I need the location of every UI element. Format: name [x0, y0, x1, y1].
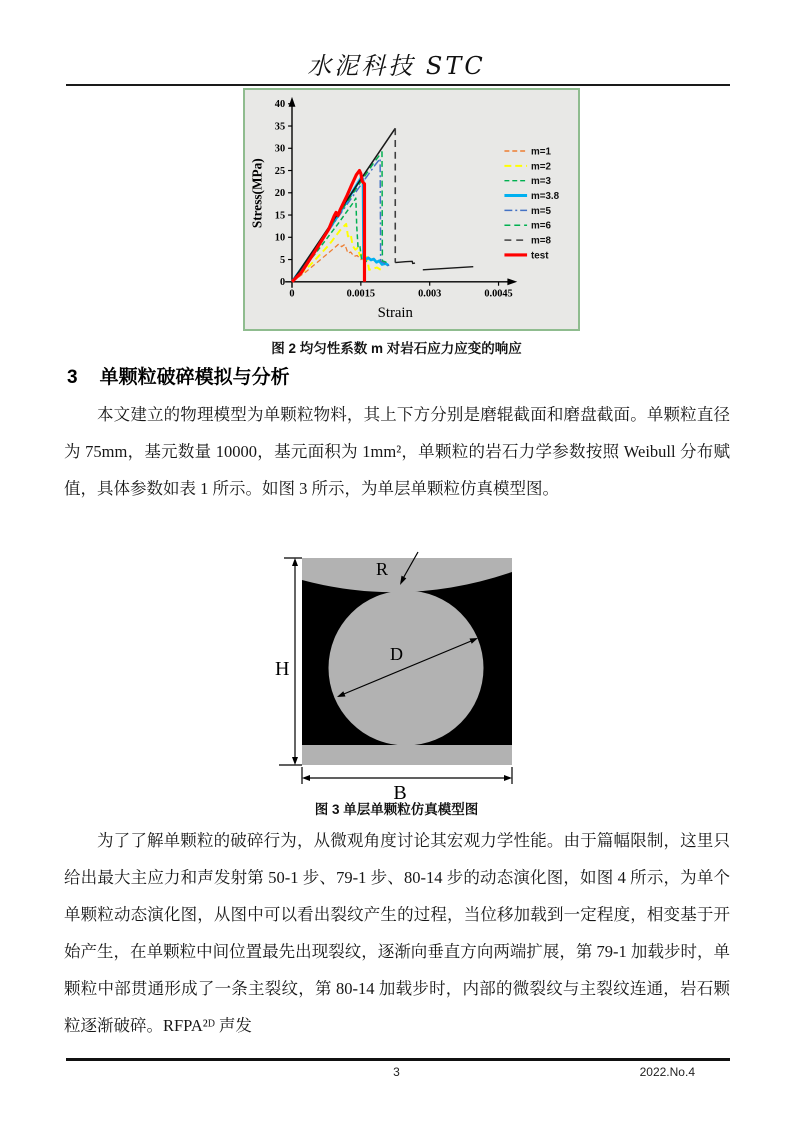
section-number: 3 — [67, 367, 78, 388]
x-axis-arrowhead — [507, 278, 517, 285]
legend-label-m=3.8: m=3.8 — [531, 190, 560, 202]
legend-label-m=5: m=5 — [531, 205, 551, 217]
y-tick-label: 35 — [274, 121, 286, 133]
legend-label-m=8: m=8 — [531, 235, 551, 247]
journal-title: 水泥科技 STC — [307, 52, 486, 80]
width-arrowhead-right — [504, 775, 512, 781]
y-axis-title: Stress(MPa) — [249, 158, 265, 229]
stress-strain-chart-svg — [245, 90, 578, 329]
grinding-plate-section — [302, 745, 512, 765]
height-arrowhead-top — [292, 558, 298, 566]
x-tick-label: 0.0015 — [346, 288, 376, 300]
page-number: 3 — [393, 1065, 400, 1079]
section-title: 单颗粒破碎模拟与分析 — [99, 367, 290, 388]
height-arrowhead-bottom — [292, 757, 298, 765]
y-tick-label: 30 — [274, 143, 286, 155]
x-tick-label: 0.003 — [418, 288, 442, 300]
y-tick-label: 0 — [279, 277, 286, 289]
paragraph-1: 本文建立的物理模型为单颗粒物料，其上下方分别是磨辊截面和磨盘截面。单颗粒直径为 75mm，基元数量 10000，基元面积为 1mm²，单颗粒的岩石力学参数按照 Weibull 分布赋值，具体参数如表 1 所示。如图 3 所示，为单层单颗粒仿真模型图。 — [64, 405, 730, 498]
chart-series-m=2 — [292, 224, 382, 282]
y-axis-arrowhead — [289, 97, 296, 107]
legend-label-m=6: m=6 — [531, 220, 551, 232]
figure3-model-diagram — [272, 550, 534, 802]
header-rule — [66, 84, 730, 86]
legend-label-m=1: m=1 — [531, 146, 551, 158]
figure2-stress-strain-chart — [243, 88, 580, 331]
figure3-caption: 图 3 单层单颗粒仿真模型图 — [314, 802, 479, 817]
y-tick-label: 40 — [274, 99, 286, 111]
paragraph-2: 为了了解单颗粒的破碎行为，从微观角度讨论其宏观力学性能。由于篇幅限制，这里只给出最大主应力和声发射第 50-1 步、79-1 步、80-14 步的动态演化图，如图 4 所示，为单个单颗粒动态演化图，从图中可以看出裂纹产生的过程，当位移加载到一定程度，相变基于开始产生，在单颗粒中间位置最先出现裂纹，逐渐向垂直方向两端扩展，第 79-1 加载步时，单颗粒中部贯通形成了一条主裂纹，第 80-14 加载步时，内部的微裂纹与主裂纹连通，岩石颗粒逐渐破碎。RFPA²ᴰ 声发 — [64, 831, 730, 1035]
chart-series-m=8-residual-1 — [395, 261, 415, 263]
legend-label-m=3: m=3 — [531, 176, 551, 188]
section-heading — [67, 362, 290, 389]
y-tick-label: 25 — [274, 165, 286, 177]
dim-arrow-width — [302, 767, 512, 784]
legend-label-test: test — [531, 250, 549, 262]
y-tick-label: 15 — [274, 210, 286, 222]
chart-series-m=8-residual-2 — [423, 267, 473, 270]
issue-label: 2022.No.4 — [639, 1065, 695, 1079]
footer-rule — [66, 1058, 730, 1061]
x-axis-title: Strain — [377, 305, 413, 322]
y-tick-label: 5 — [279, 254, 286, 266]
height-label: H — [275, 658, 290, 680]
y-tick-label: 10 — [274, 232, 286, 244]
y-tick-label: 20 — [274, 188, 286, 200]
roller-radius-label: R — [376, 559, 389, 579]
x-tick-label: 0.0045 — [484, 288, 513, 300]
width-arrowhead-left — [302, 775, 310, 781]
diameter-label: D — [390, 644, 403, 664]
x-tick-label: 0 — [289, 288, 295, 300]
model-diagram-svg — [272, 550, 534, 802]
legend-label-m=2: m=2 — [531, 161, 551, 173]
figure2-caption: 图 2 均匀性系数 m 对岩石应力应变的响应 — [271, 341, 522, 356]
width-label: B — [393, 782, 407, 802]
